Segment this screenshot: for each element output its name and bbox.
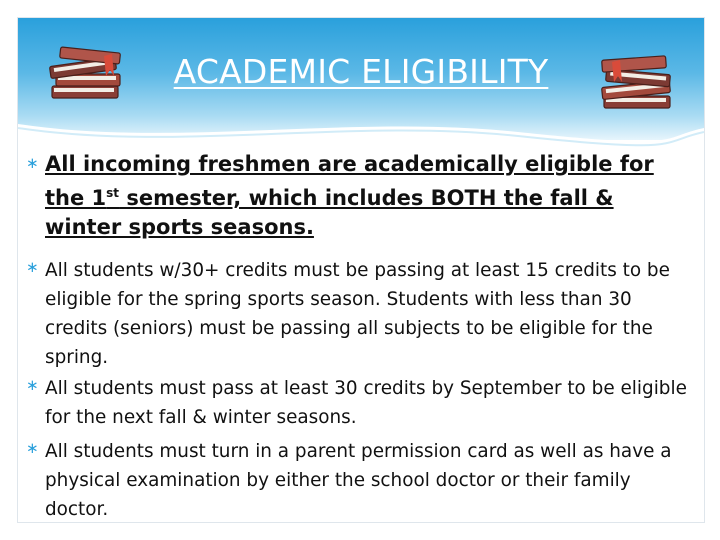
slide: [18, 18, 704, 522]
bullet-text-permission: All students must turn in a parent permission card as well as have a physical examination by either the school doctor or their family doctor.: [45, 441, 672, 520]
bullet-icon: ∗: [26, 258, 39, 276]
bullet-text-september: All students must pass at least 30 credits by September to be eligible for the next fall & winter seasons.: [45, 378, 687, 428]
bullet-icon: ∗: [26, 439, 39, 457]
bullet-list: [18, 18, 704, 522]
bullet-text-part: All incoming freshmen are academically eligible for the 1: [45, 152, 654, 210]
superscript: st: [106, 186, 120, 200]
bullet-text-spring: All students w/30+ credits must be passing at least 15 credits to be eligible for the spring sports season. Students with less than 30 credits (seniors) must be passing all subjects to be eligible for the spring.: [45, 260, 670, 368]
bullet-icon: ∗: [26, 154, 39, 172]
bullet-icon: ∗: [26, 376, 39, 394]
slide-title: ACADEMIC ELIGIBILITY: [173, 52, 549, 91]
bullet-text-part: semester, which includes BOTH the fall & winter sports seasons.: [45, 186, 614, 239]
bullet-text-freshmen: [45, 150, 693, 242]
